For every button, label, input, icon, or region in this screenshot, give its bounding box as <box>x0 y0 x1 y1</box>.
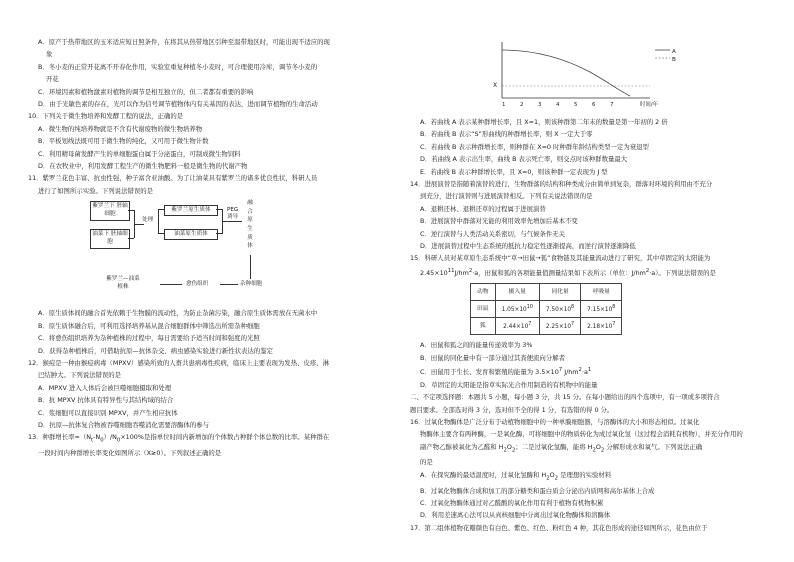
text-line: 11．紫罗兰花色丰富、抗虫性强，种子富含亚油酸。为了让油菜具有紫罗兰的诸多优良性状，科研人员 <box>28 174 318 183</box>
growth-rate-graph <box>490 38 690 110</box>
flow-diagram <box>90 199 320 303</box>
flow-arrow <box>160 284 182 285</box>
legend-label-a: A <box>672 49 676 55</box>
text-line: A．原产于热带地区的玉米适应短日照条件，在将其从热带地区引种至温带地区时，可能出现不适应的现 <box>38 38 330 46</box>
table-cell: $7.50\times 10^8$ <box>539 301 580 318</box>
text-line: 12．猴痘是一种由猴痘病毒（MPXV）感染所致的人畜共患病毒性疾病，临床上主要表现为发热、皮疹、淋 <box>28 358 330 367</box>
text-line: D．若曲线 A 表示出生率，曲线 B 表示死亡率，则交点时该种群数量最大 <box>420 155 628 164</box>
text-line: D．进展演替过程中生态系统的抵抗力稳定性逐渐提高，而逆行演替逐渐降低 <box>420 242 636 251</box>
text-line: D．利用差速离心法可以从真核细胞中分离出过氧化物酶体和溶酶体 <box>420 511 611 520</box>
text-line: 巴结肿大。下列说法错误的是 <box>38 371 122 380</box>
flow-connector <box>128 210 134 211</box>
text-line: 16．过氧化物酶体是广泛分布于动植物细胞中的一种单膜细胞器，与溶酶体的大小和形态相似。过氧化 <box>410 417 700 426</box>
text-line: C．过氧化物酶体通过对乙醛酸的氧化作用有利于植物有机物积累 <box>420 498 604 507</box>
flow-node-rape-cells: 油菜下 胚轴细胞 <box>90 229 130 249</box>
text-line: B．原生质体融合后，可利用选择培养基从混合细胞群体中筛选出所需杂种细胞 <box>38 321 260 330</box>
text-line: 一段时间内种群增长率变化如图所示（X≥0）。下列叙述正确的是 <box>38 449 222 458</box>
flow-node-hybrid-plant: 紫罗兰—油菜 植株 <box>90 275 156 293</box>
text-line: C．浆细胞可以直接识别 MPXV，并产生相应抗体 <box>38 408 178 417</box>
table-row <box>471 318 622 335</box>
text-line: 17．第二组体植物花瓣颜色有白色、紫色、红色、粉红色 4 种，其花色形成的途径如图所示，花色由位于 <box>410 523 708 532</box>
text-line: 的是 <box>420 458 433 467</box>
flow-connector <box>216 209 222 210</box>
flow-label-regen: 愈伤组织 <box>186 281 209 288</box>
flow-node-fused: 融 合 原 生 质 体 <box>244 199 256 253</box>
flow-label-hybrid: 杂种细胞 <box>240 281 263 288</box>
text-line: 象 <box>46 50 53 59</box>
text-line: $2.45\times 10^{11}J/hm^2\cdot a$，田鼠和狐的各项能量值测量结果如下表所示（单位：$J/hm^2\cdot a$）。下列说法错误的是 <box>420 267 716 277</box>
text-line: 物酶体主要含有两种酶，一是氧化酶，可将细胞中的物质转化为成过氧化氢（这过程会消耗有机物），并充分作用的 <box>420 430 743 439</box>
text-line: B．冬小麦的正常开花离不开春化作用，实验室重复种植冬小麦时，可合理使用冷库，调节冬小麦的 <box>38 62 318 71</box>
text-line: D．在农牧业中，利用发酵工程生产的微生物肥料一般是微生物的代谢产物 <box>38 162 248 171</box>
x-tick-label: 5 <box>574 102 578 108</box>
text-line: D．由于光敏色素的存在，光可以作为信号调节植物体内有关基因的表达，进而调节植物的生命活动 <box>38 100 318 109</box>
text-line: A．退耕还林、退耕还草的过程属于进展演替 <box>420 204 546 213</box>
table-cell: 狐 <box>471 318 496 335</box>
x-axis-label: 时间/年 <box>640 102 658 108</box>
table-cell: $1.05\times 10^{10}$ <box>495 301 539 318</box>
curve-a <box>502 50 630 96</box>
text-line: 10．下列关于微生物培养和发酵工程的说法，正确的是 <box>28 112 184 121</box>
text-line: B．过氧化物酶体合成和加工的部分糖类和蛋白质会分泌出内质网和高尔基体上合成 <box>420 486 655 495</box>
text-line: A．田鼠和狐之间的能量传递效率为 3% <box>420 341 533 350</box>
y-axis-label: X <box>493 82 498 89</box>
flow-arrow <box>134 224 144 225</box>
x-tick-label: 3 <box>538 102 542 108</box>
text-line: 题目要求。全部选对得 3 分，选对但不全的得 1 分，有选错的得 0 分。 <box>410 405 614 414</box>
text-line: B．平板划线法既可用于微生物的纯化，又可用于微生物计数 <box>38 137 209 146</box>
text-line: A．原生质体间的融合首先依赖于生物膜的流动性，为防止杂菌污染，融合原生质体需放在无菌水中 <box>38 309 318 318</box>
text-line: 13．种群增长率$=(N_t-N_0)/N_0\times 100\%$是指单位时间内新增加的个体数占种群个体总数的比率。某种群在 <box>28 433 330 444</box>
text-line: C．利用精母菌发酵产生的单细胞蛋白属于分泌蛋白，可制成微生物饲料 <box>38 149 241 158</box>
left-bottom-lines <box>28 307 380 459</box>
table-header-cell: 摄入量 <box>495 284 539 301</box>
flow-node-violet-cells: 紫罗兰下 胚轴细胞 <box>90 201 130 221</box>
text-line: C．将愈伤组织培养为杂种植株的过程中，每日需要给予适当时间和强度的光照 <box>38 334 260 343</box>
text-line: B．田鼠的同化量中有一部分通过其粪便流向分解者 <box>420 353 565 362</box>
flow-label-peg: PEG 诱导 <box>227 207 239 221</box>
flow-node-proto-a: 紫罗兰原生质体 <box>164 205 218 216</box>
x-tick-label: 7 <box>610 102 614 108</box>
text-line: C．田鼠用于生长、发育和繁殖的能量为 $3.5\times 10^7$ $J/hm^2\cdot a^1$ <box>420 367 592 377</box>
right-lines <box>410 116 762 279</box>
text-line: 副产物乙醇被氧化为乙醛和 $H_2O_2$；二是过氧化氢酶，能将 $H_2O_2$ 分解形成水和氧气。下列说法正确 <box>420 442 703 454</box>
text-line: A．在探究酶的最适温度时，过氧化氢酶和 $H_2O_2$ 是理想的实验材料 <box>420 470 612 482</box>
x-tick-label: 2 <box>520 102 524 108</box>
text-line: 开花 <box>46 75 59 84</box>
text-line: A．微生物的纯培养物就是不含有代谢废物的微生物培养物 <box>38 124 203 133</box>
legend-label-b: B <box>672 57 676 63</box>
flow-arrow <box>220 284 238 285</box>
flow-connector <box>250 255 251 279</box>
text-line: D．获得杂种植株后，可借助抗原—抗体杂交、病虫感染实验进行新性状表达的鉴定 <box>38 346 273 355</box>
table-header-cell: 同化量 <box>539 284 580 301</box>
table-header-cell: 呼吸量 <box>581 284 622 301</box>
flow-node-proto-b: 油菜原生质体 <box>164 229 218 240</box>
text-line: 进行了如图所示实验。下列说法错误的是 <box>38 186 154 195</box>
text-line: 15．科研人员对某草原生态系统中“草→田鼠→狐”食物链及其能量流动进行了研究，其中草固定的太阳能为 <box>410 254 711 263</box>
text-line: B．若曲线 B 表示“S”形曲线的种群增长率，则 X 一定大于零 <box>420 130 593 139</box>
energy-table <box>470 283 622 335</box>
flow-arrow <box>158 209 164 210</box>
text-line: C．环境因素和植物激素对植物的调节是相互独立的，但二者都有重要的影响 <box>38 87 254 96</box>
text-line: D．抗原—抗体复合物被吞噬细胞吞噬消化需要溶酶体的参与 <box>38 420 210 429</box>
flow-label-process: 处理 <box>142 217 154 224</box>
x-tick-label: 6 <box>592 102 596 108</box>
text-line: D．草固定的太阳能是指草实际光合作用制造的有机物中的能量 <box>420 380 598 389</box>
table-cell: $2.18\times 10^7$ <box>581 318 622 335</box>
flow-arrow <box>158 233 164 234</box>
right-after-lines <box>410 339 762 534</box>
flow-connector <box>128 238 134 239</box>
table-cell: $2.44\times 10^7$ <box>495 318 539 335</box>
left-top-lines <box>28 36 380 197</box>
table-cell: 田鼠 <box>471 301 496 318</box>
x-tick-label: 1 <box>502 102 506 108</box>
text-line: B．进展演替中群落对光能的利用效率先增加后基本不变 <box>420 217 578 226</box>
text-line: 二、不定项选择题：本题共 5 小题，每小题 3 分，共 15 分。在每小题给出的四个选项中，有一项或多项符合 <box>410 393 720 402</box>
text-line: A．MPXV 进入人体后会被巨噬细胞摄取和处理 <box>38 383 172 392</box>
flow-connector <box>158 209 159 234</box>
text-line: A．若曲线 A 表示某种群增长率，且 X=1，则该种群第二年末的数量是第一年初的 2 倍 <box>420 118 668 126</box>
text-line: B．抗 MPXV 抗体具有特异性与其结构域的结合 <box>38 396 174 405</box>
flow-connector <box>216 233 222 234</box>
text-line: E．若曲线 B 表示种群增长率，且 X=0，则该种群一定表现为 J 型 <box>420 167 608 176</box>
x-tick-label: 4 <box>556 102 560 108</box>
table-cell: $2.25\times 10^7$ <box>539 318 580 335</box>
table-header-cell: 动物 <box>471 284 496 301</box>
text-line: C．若曲线 B 表示种群增长率，则种群在 X=0 时种群年龄结构类型一定为衰退型 <box>420 142 649 151</box>
left-column <box>28 36 380 459</box>
text-line: 14．进展演替是指随着演替的进行，生物群落的结构和种类成分由简单到复杂，群落对环境的利用由不充分 <box>410 180 713 189</box>
text-line: 到充分，进行演替则与进展演替相反。下列有关说法错误的是 <box>420 192 593 201</box>
flow-arrow <box>222 221 242 222</box>
table-row <box>471 301 622 318</box>
right-column <box>410 36 762 534</box>
table-header-row <box>471 284 622 301</box>
text-line: C．逆行演替与人类活动关系密切，与气候条件无关 <box>420 229 566 238</box>
table-cell: $7.15\times 10^8$ <box>581 301 622 318</box>
